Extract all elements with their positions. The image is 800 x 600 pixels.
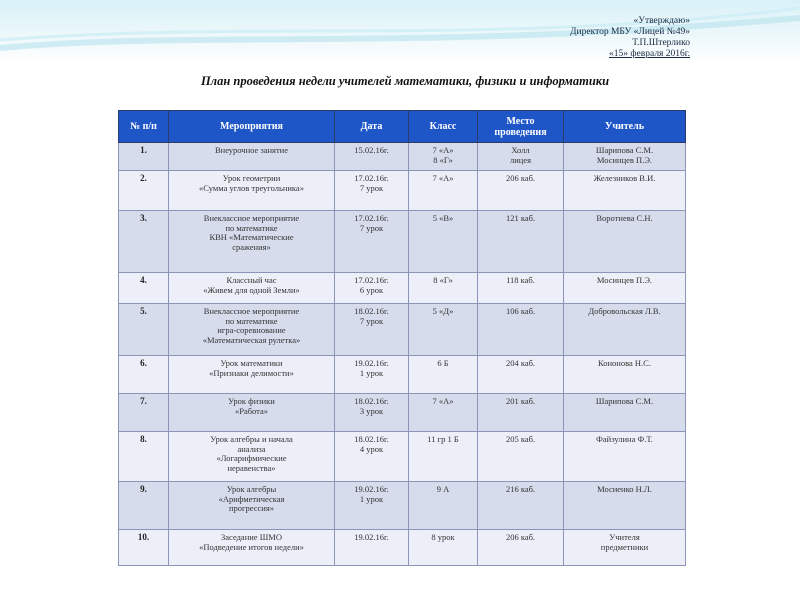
cell-text: 8 урок [431, 532, 455, 542]
cell-text: 17.02.16г. [354, 173, 389, 183]
cell-text: 6 Б [437, 358, 449, 368]
table-row [119, 530, 686, 566]
cell-text: 216 каб. [505, 484, 536, 494]
cell-text: 201 каб. [505, 396, 536, 406]
table-row [119, 432, 686, 482]
cell-text: Мосинцев П.Э. [596, 275, 653, 285]
event-cell [169, 273, 335, 304]
cell-text: прогрессия» [228, 503, 275, 513]
column-header-class: Класс [409, 111, 478, 143]
cell-text: 1. [140, 145, 147, 155]
cell-text: 6. [140, 358, 147, 368]
date-cell [335, 356, 409, 394]
cell-text: «Арифметическая [218, 493, 285, 504]
row-number [119, 482, 169, 530]
cell-text: 15.02.16г. [354, 145, 389, 155]
table-row [119, 394, 686, 432]
cell-text: Учителя [609, 532, 640, 542]
cell-text: Классный час [226, 275, 277, 285]
cell-text: Урок физики [228, 396, 275, 406]
teacher-cell [564, 273, 686, 304]
cell-text: Добровольская Л.В. [588, 306, 661, 316]
date-cell [335, 273, 409, 304]
table-row [119, 211, 686, 273]
cell-text: Внеклассное мероприятие [203, 213, 300, 223]
cell-text: по математике [225, 222, 278, 233]
column-header-number: № п/п [119, 111, 169, 143]
cell-text: Урок алгебры [226, 484, 277, 494]
cell-text: 2. [140, 173, 147, 183]
cell-text: предметники [600, 541, 649, 552]
event-cell [169, 356, 335, 394]
cell-text: 9. [140, 484, 147, 494]
cell-text: 7 урок [359, 315, 384, 326]
approval-stamp [500, 16, 690, 60]
class-cell [409, 356, 478, 394]
cell-text: 206 каб. [505, 532, 536, 542]
cell-text: Мосиенко Н.Л. [597, 484, 652, 494]
row-number [119, 304, 169, 356]
cell-text: 4. [140, 275, 147, 285]
cell-text: 3. [140, 213, 147, 223]
event-cell [169, 304, 335, 356]
cell-text: КВН «Математические [209, 232, 294, 242]
event-cell [169, 530, 335, 566]
cell-text: Железников В.И. [593, 173, 656, 183]
table-row [119, 273, 686, 304]
cell-text: 204 каб. [505, 358, 536, 368]
events-table [118, 110, 686, 566]
teacher-cell [564, 171, 686, 211]
class-cell [409, 530, 478, 566]
column-header-place: Место проведения [478, 111, 564, 143]
cell-text: 9 А [436, 484, 450, 494]
row-number [119, 530, 169, 566]
place-cell [478, 171, 564, 211]
approval-line: Директор МБУ «Лицей №49» [570, 27, 690, 37]
cell-text: Холл [511, 145, 530, 155]
teacher-cell [564, 143, 686, 171]
approval-line: Т.П.Штерлико [632, 38, 690, 48]
cell-text: 3 урок [359, 405, 384, 416]
class-cell [409, 211, 478, 273]
place-cell [478, 432, 564, 482]
cell-text: 206 каб. [505, 173, 536, 183]
cell-text: неравенства» [227, 462, 276, 473]
cell-text: Внеклассное мероприятие [203, 306, 300, 316]
cell-text: 8. [140, 434, 147, 444]
place-cell [478, 211, 564, 273]
date-cell [335, 304, 409, 356]
event-cell [169, 432, 335, 482]
event-cell [169, 394, 335, 432]
teacher-cell [564, 394, 686, 432]
class-cell [409, 394, 478, 432]
table-row [119, 143, 686, 171]
cell-text: 7 урок [359, 222, 384, 233]
class-cell [409, 432, 478, 482]
date-cell [335, 211, 409, 273]
cell-text: 5 «Д» [432, 306, 454, 316]
cell-text: 7 «А» [432, 396, 454, 406]
date-cell [335, 432, 409, 482]
cell-text: 1 урок [359, 493, 384, 504]
cell-text: 7 «А» [432, 145, 454, 155]
place-cell [478, 530, 564, 566]
cell-text: Урок алгебры и начала [210, 434, 293, 444]
class-cell [409, 304, 478, 356]
cell-text: Кононова Н.С. [598, 358, 651, 368]
cell-text: лицея [509, 154, 532, 165]
row-number [119, 211, 169, 273]
row-number [119, 356, 169, 394]
event-cell [169, 143, 335, 171]
row-number [119, 394, 169, 432]
cell-text: «Сумма углов треугольника» [199, 182, 304, 193]
cell-text: 1 урок [359, 367, 384, 378]
place-cell [478, 273, 564, 304]
table-row [119, 171, 686, 211]
cell-text: «Работа» [234, 405, 269, 416]
cell-text: Мосинцев П.Э. [596, 154, 653, 165]
table-header-row [119, 111, 686, 143]
column-header-teacher: Учитель [564, 111, 686, 143]
cell-text: 18.02.16г. [354, 434, 389, 444]
teacher-cell [564, 211, 686, 273]
place-cell [478, 356, 564, 394]
cell-text: 8 «Г» [433, 154, 453, 165]
teacher-cell [564, 356, 686, 394]
date-cell [335, 171, 409, 211]
place-cell [478, 304, 564, 356]
table-row [119, 356, 686, 394]
cell-text: 10. [137, 532, 150, 542]
cell-text: «Подведение итогов недели» [199, 541, 304, 552]
approval-line: «15» февраля 2016г. [609, 49, 690, 59]
class-cell [409, 143, 478, 171]
cell-text: Урок геометрии [222, 173, 281, 183]
cell-text: сражения» [232, 241, 271, 252]
document-title: План проведения недели учителей математики, физики и информатики [200, 74, 610, 88]
cell-text: Заседание ШМО [221, 532, 282, 542]
teacher-cell [564, 432, 686, 482]
cell-text: Шарипова С.М. [595, 145, 654, 155]
place-cell [478, 394, 564, 432]
row-number [119, 432, 169, 482]
place-cell [478, 143, 564, 171]
cell-text: 17.02.16г. [354, 275, 389, 285]
cell-text: 17.02.16г. [354, 213, 389, 223]
column-header-event: Мероприятия [169, 111, 335, 143]
cell-text: 118 каб. [506, 275, 535, 285]
cell-text: Шарипова С.М. [595, 396, 654, 406]
cell-text: 7. [140, 396, 147, 406]
cell-text: 19.02.16г. [354, 358, 389, 368]
row-number [119, 143, 169, 171]
cell-text: 205 каб. [505, 434, 536, 444]
date-cell [335, 394, 409, 432]
cell-text: 5 «В» [432, 213, 454, 223]
cell-text: «Живем для одной Земли» [203, 284, 300, 295]
cell-text: «Логарифмические [216, 453, 287, 463]
cell-text: 18.02.16г. [354, 396, 389, 406]
cell-text: 7 «А» [432, 173, 454, 183]
cell-text: 106 каб. [505, 306, 536, 316]
column-header-date: Дата [335, 111, 409, 143]
cell-text: 6 урок [359, 284, 384, 295]
approval-line: «Утверждаю» [633, 16, 690, 26]
date-cell [335, 482, 409, 530]
date-cell [335, 530, 409, 566]
teacher-cell [564, 482, 686, 530]
cell-text: по математике [225, 315, 278, 326]
cell-text: 8 «Г» [433, 275, 453, 285]
cell-text: 19.02.16г. [354, 532, 389, 542]
event-cell [169, 482, 335, 530]
cell-text: Файзулина Ф.Т. [596, 434, 653, 444]
class-cell [409, 171, 478, 211]
row-number [119, 171, 169, 211]
cell-text: 11 гр 1 Б [427, 434, 459, 444]
teacher-cell [564, 304, 686, 356]
cell-text: 5. [140, 306, 147, 316]
event-cell [169, 211, 335, 273]
teacher-cell [564, 530, 686, 566]
class-cell [409, 273, 478, 304]
cell-text: «Математическая рулетка» [202, 334, 301, 345]
cell-text: анализа [237, 443, 266, 454]
cell-text: 4 урок [359, 443, 384, 454]
cell-text: 7 урок [359, 182, 384, 193]
class-cell [409, 482, 478, 530]
cell-text: Урок математики [220, 358, 283, 368]
cell-text: Внеурочное занятие [214, 145, 288, 155]
cell-text: Воротнева С.Н. [596, 213, 653, 223]
table-row [119, 482, 686, 530]
cell-text: 19.02.16г. [354, 484, 389, 494]
event-cell [169, 171, 335, 211]
date-cell [335, 143, 409, 171]
cell-text: игра-соревнование [217, 325, 286, 335]
place-cell [478, 482, 564, 530]
cell-text: 18.02.16г. [354, 306, 389, 316]
row-number [119, 273, 169, 304]
cell-text: 121 каб. [505, 213, 536, 223]
cell-text: «Признаки делимости» [209, 367, 294, 378]
table-row [119, 304, 686, 356]
